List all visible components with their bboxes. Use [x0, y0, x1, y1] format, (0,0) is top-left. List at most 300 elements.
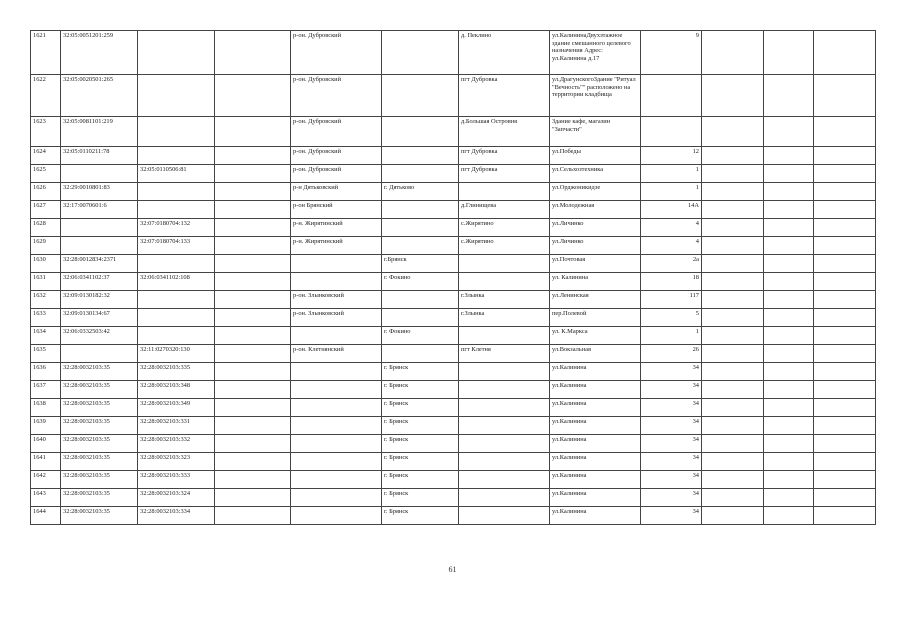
cell-e2 [764, 117, 814, 147]
table-row [31, 75, 876, 117]
cell-district: р-он. Дубровский [291, 117, 382, 147]
cell-n: 1624 [31, 147, 61, 165]
cell-e2 [764, 309, 814, 327]
cell-house: 5 [641, 309, 702, 327]
cell-cad1 [61, 237, 138, 255]
cell-e2 [764, 291, 814, 309]
cell-district [291, 489, 382, 507]
cell-cad2 [138, 117, 215, 147]
cell-address: ул.Калинина [550, 507, 641, 525]
cell-e1 [702, 255, 764, 273]
cell-settlement: г. Брянск [382, 435, 459, 453]
cell-settlement [382, 75, 459, 117]
cell-cad2: 32:28:0032103:335 [138, 363, 215, 381]
cell-district [291, 435, 382, 453]
cell-house: 34 [641, 363, 702, 381]
cell-col3 [215, 417, 291, 435]
cell-district [291, 399, 382, 417]
cell-cad1: 32:29:0010801:83 [61, 183, 138, 201]
cell-settlement: г. Фокино [382, 327, 459, 345]
cell-col3 [215, 165, 291, 183]
cell-district [291, 417, 382, 435]
cell-e3 [814, 399, 876, 417]
cell-n: 1629 [31, 237, 61, 255]
cell-n: 1621 [31, 31, 61, 75]
cell-n: 1638 [31, 399, 61, 417]
cell-e3 [814, 273, 876, 291]
cell-house: 34 [641, 471, 702, 489]
cell-cad2: 32:28:0032103:331 [138, 417, 215, 435]
cell-cad2 [138, 255, 215, 273]
cell-house: 18 [641, 273, 702, 291]
cell-cad2: 32:28:0032103:332 [138, 435, 215, 453]
cell-cad1 [61, 165, 138, 183]
cell-house: 12 [641, 147, 702, 165]
cell-district [291, 507, 382, 525]
cell-e2 [764, 219, 814, 237]
cell-settlement: г. Брянск [382, 417, 459, 435]
cell-locality: пгт Дубровка [459, 165, 550, 183]
cell-locality: с.Жирятино [459, 237, 550, 255]
cell-address: ул.ДрагунскогоЗдание "Ритуал "Вечность"" расположено на территории кладбища [550, 75, 641, 117]
cell-cad2: 32:28:0032103:323 [138, 453, 215, 471]
table-row [31, 453, 876, 471]
cell-n: 1639 [31, 417, 61, 435]
cell-e2 [764, 345, 814, 363]
cell-col3 [215, 75, 291, 117]
cell-district: р-н Дятьковский [291, 183, 382, 201]
cell-cad2 [138, 183, 215, 201]
cell-locality: г.Злынка [459, 309, 550, 327]
cell-cad1: 32:28:0032103:35 [61, 507, 138, 525]
cell-e1 [702, 75, 764, 117]
cell-house: 34 [641, 507, 702, 525]
cell-address: ул. К.Маркса [550, 327, 641, 345]
cell-locality [459, 327, 550, 345]
cell-cad1: 32:09:0130182:32 [61, 291, 138, 309]
cell-house: 4 [641, 237, 702, 255]
cell-e2 [764, 183, 814, 201]
cell-cad2 [138, 309, 215, 327]
cell-settlement [382, 309, 459, 327]
cell-address: ул.Сельхозтехника [550, 165, 641, 183]
cell-col3 [215, 453, 291, 471]
cell-settlement: г. Дятьково [382, 183, 459, 201]
cell-e1 [702, 273, 764, 291]
cell-cad2: 32:28:0032103:349 [138, 399, 215, 417]
table-row [31, 165, 876, 183]
cell-settlement: г. Брянск [382, 363, 459, 381]
cell-cad2 [138, 327, 215, 345]
table-row [31, 273, 876, 291]
cell-e1 [702, 31, 764, 75]
cell-col3 [215, 117, 291, 147]
cell-n: 1635 [31, 345, 61, 363]
cell-locality: д. Пеклино [459, 31, 550, 75]
cell-n: 1637 [31, 381, 61, 399]
table-row [31, 417, 876, 435]
cell-e3 [814, 471, 876, 489]
cell-locality: д.Большая Островня [459, 117, 550, 147]
cell-e2 [764, 255, 814, 273]
cell-e3 [814, 219, 876, 237]
cell-address: ул.Личинко [550, 219, 641, 237]
cell-cad1: 32:28:0032103:35 [61, 453, 138, 471]
cell-cad2 [138, 31, 215, 75]
cell-e1 [702, 399, 764, 417]
cell-settlement [382, 147, 459, 165]
cell-n: 1643 [31, 489, 61, 507]
cell-n: 1630 [31, 255, 61, 273]
cell-cad2: 32:28:0032103:333 [138, 471, 215, 489]
cell-e3 [814, 435, 876, 453]
cell-e1 [702, 147, 764, 165]
cell-e3 [814, 255, 876, 273]
table-row [31, 237, 876, 255]
cell-cad1: 32:28:0032103:35 [61, 363, 138, 381]
cell-address: пер.Полевой [550, 309, 641, 327]
cell-cad1 [61, 345, 138, 363]
cell-address: ул.Калинина [550, 453, 641, 471]
cell-e1 [702, 435, 764, 453]
table-row [31, 31, 876, 75]
cell-house: 1 [641, 165, 702, 183]
table-row [31, 219, 876, 237]
cell-locality [459, 417, 550, 435]
cell-e3 [814, 147, 876, 165]
cell-address: ул.Калинина [550, 489, 641, 507]
cell-e3 [814, 201, 876, 219]
cell-cad1: 32:06:0332503:42 [61, 327, 138, 345]
cell-district: р-он. Дубровский [291, 31, 382, 75]
cell-n: 1633 [31, 309, 61, 327]
cell-e1 [702, 309, 764, 327]
cell-n: 1627 [31, 201, 61, 219]
cell-col3 [215, 201, 291, 219]
cell-col3 [215, 435, 291, 453]
cell-address: ул.Вокзальная [550, 345, 641, 363]
cell-cad2 [138, 291, 215, 309]
cell-cad1: 32:28:0012834:2371 [61, 255, 138, 273]
table-row [31, 399, 876, 417]
cell-e3 [814, 75, 876, 117]
cell-address: ул.Калинина [550, 471, 641, 489]
cell-e3 [814, 507, 876, 525]
cell-e3 [814, 31, 876, 75]
cell-e3 [814, 165, 876, 183]
cell-house: 26 [641, 345, 702, 363]
cell-e2 [764, 165, 814, 183]
cell-n: 1632 [31, 291, 61, 309]
cell-n: 1640 [31, 435, 61, 453]
cell-address: ул.Орджоникидзе [550, 183, 641, 201]
cell-locality [459, 255, 550, 273]
cell-e3 [814, 309, 876, 327]
cell-locality [459, 471, 550, 489]
cell-locality: пгт Дубровка [459, 75, 550, 117]
cell-district [291, 363, 382, 381]
cell-e3 [814, 291, 876, 309]
cell-e2 [764, 435, 814, 453]
cell-e2 [764, 471, 814, 489]
cell-house: 4 [641, 219, 702, 237]
cell-cad1: 32:28:0032103:35 [61, 489, 138, 507]
cell-n: 1622 [31, 75, 61, 117]
cell-e1 [702, 489, 764, 507]
cell-e1 [702, 327, 764, 345]
cell-house: 34 [641, 489, 702, 507]
cell-address: ул.Калинина [550, 435, 641, 453]
cell-col3 [215, 291, 291, 309]
cell-e3 [814, 363, 876, 381]
cell-e1 [702, 363, 764, 381]
cell-cad1: 32:05:0081101:219 [61, 117, 138, 147]
cell-locality: д.Глинищева [459, 201, 550, 219]
cell-district: р-он. Злынковский [291, 291, 382, 309]
cell-cad1: 32:28:0032103:35 [61, 471, 138, 489]
cell-n: 1641 [31, 453, 61, 471]
cell-col3 [215, 363, 291, 381]
cell-e3 [814, 489, 876, 507]
cell-cad2: 32:07:0180704:133 [138, 237, 215, 255]
table-row [31, 363, 876, 381]
cell-e2 [764, 489, 814, 507]
cell-n: 1642 [31, 471, 61, 489]
cell-house [641, 75, 702, 117]
cell-e2 [764, 363, 814, 381]
cell-locality [459, 435, 550, 453]
cell-e1 [702, 507, 764, 525]
cell-col3 [215, 327, 291, 345]
cell-house: 2а [641, 255, 702, 273]
cell-district [291, 453, 382, 471]
cell-settlement [382, 219, 459, 237]
cell-house: 9 [641, 31, 702, 75]
cell-n: 1626 [31, 183, 61, 201]
cell-district: р-н. Жирятинский [291, 237, 382, 255]
cell-e3 [814, 417, 876, 435]
cell-e2 [764, 399, 814, 417]
cell-locality [459, 399, 550, 417]
cell-e1 [702, 417, 764, 435]
cell-e2 [764, 453, 814, 471]
cell-district: р-он Брянский [291, 201, 382, 219]
cell-settlement [382, 117, 459, 147]
cell-n: 1644 [31, 507, 61, 525]
cell-e3 [814, 381, 876, 399]
cell-house: 34 [641, 399, 702, 417]
cell-cad1: 32:09:0130134:67 [61, 309, 138, 327]
cell-e2 [764, 507, 814, 525]
cell-col3 [215, 255, 291, 273]
cell-cad1: 32:28:0032103:35 [61, 417, 138, 435]
registry-table [30, 30, 876, 525]
cell-locality [459, 273, 550, 291]
cell-district: р-он. Клетнянский [291, 345, 382, 363]
cell-cad1: 32:28:0032103:35 [61, 435, 138, 453]
cell-address: ул.Ленинская [550, 291, 641, 309]
cell-district: р-он. Злынковский [291, 309, 382, 327]
cell-locality: пгт Клетня [459, 345, 550, 363]
cell-col3 [215, 471, 291, 489]
table-row [31, 201, 876, 219]
cell-house: 1 [641, 183, 702, 201]
table-row [31, 183, 876, 201]
cell-address: ул.КалининаДвухэтажное здание смешанного целевого назначения Адрес: ул.Калинина д.17 [550, 31, 641, 75]
cell-cad1: 32:28:0032103:35 [61, 381, 138, 399]
cell-address: ул.Личинко [550, 237, 641, 255]
cell-cad1: 32:05:0110211:78 [61, 147, 138, 165]
cell-district: р-он. Дубровский [291, 165, 382, 183]
cell-locality [459, 381, 550, 399]
cell-settlement: г. Брянск [382, 399, 459, 417]
cell-address: ул.Победы [550, 147, 641, 165]
cell-col3 [215, 381, 291, 399]
page-number: 61 [448, 565, 457, 574]
table-row [31, 381, 876, 399]
cell-settlement: г. Брянск [382, 507, 459, 525]
cell-cad1: 32:17:0070601:6 [61, 201, 138, 219]
cell-house: 34 [641, 453, 702, 471]
cell-e1 [702, 381, 764, 399]
cell-e1 [702, 117, 764, 147]
table-row [31, 489, 876, 507]
cell-e2 [764, 147, 814, 165]
cell-e3 [814, 117, 876, 147]
cell-e2 [764, 31, 814, 75]
cell-district: р-он. Дубровский [291, 75, 382, 117]
cell-n: 1628 [31, 219, 61, 237]
cell-settlement [382, 291, 459, 309]
cell-col3 [215, 399, 291, 417]
cell-n: 1636 [31, 363, 61, 381]
cell-settlement [382, 201, 459, 219]
cell-cad2: 32:28:0032103:348 [138, 381, 215, 399]
cell-house: 34 [641, 435, 702, 453]
cell-n: 1634 [31, 327, 61, 345]
cell-e2 [764, 237, 814, 255]
cell-n: 1625 [31, 165, 61, 183]
cell-e1 [702, 219, 764, 237]
cell-locality [459, 489, 550, 507]
cell-col3 [215, 237, 291, 255]
cell-n: 1631 [31, 273, 61, 291]
cell-e3 [814, 453, 876, 471]
cell-cad1: 32:28:0032103:35 [61, 399, 138, 417]
cell-col3 [215, 31, 291, 75]
cell-col3 [215, 219, 291, 237]
cell-address: ул.Калинина [550, 363, 641, 381]
cell-district [291, 471, 382, 489]
cell-address: ул. Калинина [550, 273, 641, 291]
cell-address: ул.Калинина [550, 417, 641, 435]
cell-settlement [382, 237, 459, 255]
cell-house [641, 117, 702, 147]
cell-cad2: 32:06:0341102:108 [138, 273, 215, 291]
cell-settlement [382, 165, 459, 183]
cell-cad2 [138, 75, 215, 117]
table-row [31, 309, 876, 327]
cell-address: Здание кафе, магазин "Запчасти" [550, 117, 641, 147]
registry-rows [31, 31, 876, 525]
table-row [31, 147, 876, 165]
cell-settlement [382, 31, 459, 75]
cell-col3 [215, 489, 291, 507]
cell-settlement [382, 345, 459, 363]
cell-settlement: г. Брянск [382, 453, 459, 471]
cell-e1 [702, 471, 764, 489]
cell-cad2: 32:28:0032103:334 [138, 507, 215, 525]
cell-house: 34 [641, 381, 702, 399]
cell-cad1: 32:06:0341102:37 [61, 273, 138, 291]
cell-settlement: г. Фокино [382, 273, 459, 291]
table-row [31, 345, 876, 363]
table-row [31, 435, 876, 453]
cell-e1 [702, 183, 764, 201]
cell-cad2: 32:11:0270320:130 [138, 345, 215, 363]
cell-e2 [764, 417, 814, 435]
cell-e3 [814, 237, 876, 255]
cell-cad2 [138, 147, 215, 165]
cell-district [291, 273, 382, 291]
cell-district [291, 381, 382, 399]
cell-e1 [702, 165, 764, 183]
cell-e1 [702, 291, 764, 309]
cell-settlement: г. Брянск [382, 471, 459, 489]
cell-address: ул.Калинина [550, 399, 641, 417]
cell-e3 [814, 327, 876, 345]
table-row [31, 327, 876, 345]
table-row [31, 291, 876, 309]
cell-col3 [215, 147, 291, 165]
cell-address: ул.Молодежная [550, 201, 641, 219]
cell-house: 14А [641, 201, 702, 219]
cell-cad2 [138, 201, 215, 219]
cell-e3 [814, 183, 876, 201]
cell-district [291, 255, 382, 273]
cell-cad1: 32:05:0020501:265 [61, 75, 138, 117]
cell-settlement: г. Брянск [382, 381, 459, 399]
table-row [31, 471, 876, 489]
cell-locality [459, 363, 550, 381]
cell-e1 [702, 201, 764, 219]
cell-district [291, 327, 382, 345]
cell-e1 [702, 345, 764, 363]
table-row [31, 255, 876, 273]
cell-e2 [764, 75, 814, 117]
cell-settlement: г. Брянск [382, 489, 459, 507]
cell-locality: с.Жирятино [459, 219, 550, 237]
cell-locality [459, 507, 550, 525]
cell-address: ул.Почтовая [550, 255, 641, 273]
cell-cad2: 32:05:0110506:81 [138, 165, 215, 183]
table-row [31, 117, 876, 147]
cell-cad1: 32:05:0051201:259 [61, 31, 138, 75]
cell-e1 [702, 453, 764, 471]
cell-e3 [814, 345, 876, 363]
cell-col3 [215, 183, 291, 201]
cell-n: 1623 [31, 117, 61, 147]
cell-col3 [215, 345, 291, 363]
cell-house: 117 [641, 291, 702, 309]
cell-col3 [215, 273, 291, 291]
cell-e1 [702, 237, 764, 255]
cell-address: ул.Калинина [550, 381, 641, 399]
cell-settlement: г.Брянск [382, 255, 459, 273]
cell-locality [459, 453, 550, 471]
cell-house: 34 [641, 417, 702, 435]
cell-locality: пгт Дубровка [459, 147, 550, 165]
